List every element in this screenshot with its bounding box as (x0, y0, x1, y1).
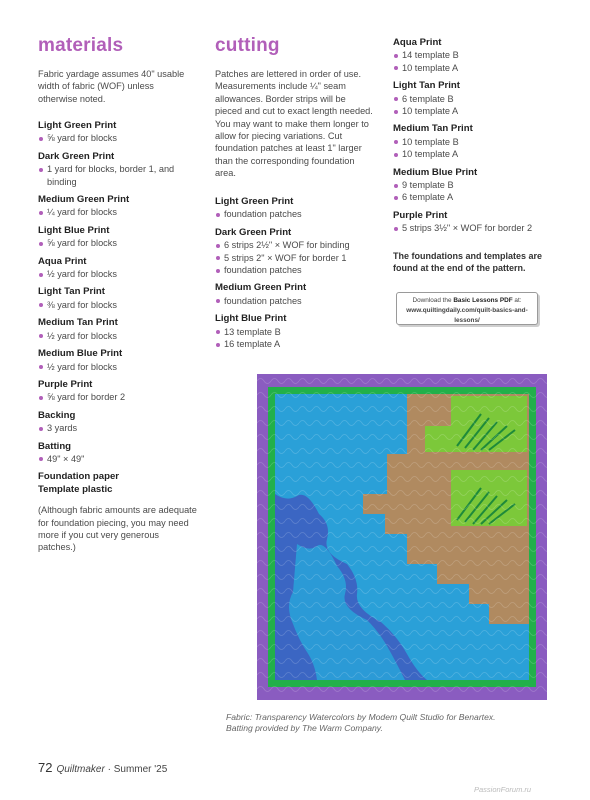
group-item: ⅝ yard for blocks (38, 237, 198, 249)
group-item: 1 yard for blocks, border 1, and binding (38, 163, 198, 188)
group-title: Aqua Print (38, 255, 87, 267)
group-title: Light Tan Print (38, 286, 105, 298)
page-number: 72 (38, 760, 53, 775)
material-group (215, 227, 385, 277)
group-item: ½ yard for blocks (38, 361, 198, 373)
material-group (393, 123, 563, 160)
group-title: Medium Tan Print (393, 123, 473, 135)
group-title: Light Green Print (215, 196, 294, 207)
group-title: Light Green Print (38, 120, 117, 131)
group-item: 14 template B (393, 49, 563, 61)
group-item: 13 template B (215, 326, 385, 338)
group-title: Light Blue Print (215, 313, 287, 325)
group-item: ½ yard for blocks (38, 268, 198, 280)
group-title: Medium Green Print (38, 194, 130, 206)
group-item: foundation patches (215, 208, 385, 220)
group-title: Dark Green Print (38, 150, 115, 162)
materials-extra1: Foundation paper (38, 471, 120, 483)
page-footer (38, 760, 167, 775)
group-item: 16 template A (215, 338, 385, 350)
group-title: Purple Print (38, 378, 93, 390)
watermark: PassionForum.ru (474, 785, 532, 794)
material-group (38, 379, 198, 404)
group-title: Medium Blue Print (393, 166, 478, 178)
material-group (38, 441, 198, 466)
group-title: Dark Green Print (215, 226, 292, 238)
material-group (38, 194, 198, 219)
material-group (38, 151, 198, 188)
materials-list (38, 120, 198, 554)
group-item: foundation patches (215, 264, 385, 276)
materials-heading: materials (38, 35, 124, 56)
materials-extra2: Template plastic (38, 483, 113, 495)
group-item: 5 strips 3½" × WOF for border 2 (393, 222, 563, 234)
material-group (38, 120, 198, 145)
material-group (38, 348, 198, 373)
material-group (393, 37, 563, 74)
group-title: Aqua Print (393, 37, 442, 48)
group-item: 10 template B (393, 136, 563, 148)
group-title: Medium Tan Print (38, 317, 118, 329)
group-item: ⅝ yard for blocks (38, 132, 198, 144)
foundations-note: The foundations and templates are found at the end of the pattern. (393, 251, 543, 273)
group-item: 10 template A (393, 62, 563, 74)
material-group (215, 282, 385, 307)
group-item: ¼ yard for blocks (38, 206, 198, 218)
group-item: 10 template A (393, 148, 563, 160)
material-group (38, 286, 198, 311)
download-url[interactable]: www.quiltingdaily.com/quilt-basics-and-lessons/ (406, 307, 528, 324)
issue-label: · Summer '25 (104, 764, 168, 775)
group-item: ⅜ yard for blocks (38, 299, 198, 311)
group-title: Purple Print (393, 209, 448, 221)
material-group (393, 167, 563, 204)
group-item: ½ yard for blocks (38, 330, 198, 342)
material-group (38, 225, 198, 250)
cutting-list (215, 196, 385, 356)
group-title: Medium Green Print (215, 282, 307, 294)
quilt-photo (257, 374, 547, 700)
quilting-texture (257, 374, 547, 700)
magazine-name: Quiltmaker (56, 764, 105, 775)
download-text: Download the Basic Lessons PDF at: (412, 297, 522, 304)
group-title: Light Blue Print (38, 224, 110, 236)
cutting-list-continued (393, 37, 563, 241)
group-item: ⅝ yard for border 2 (38, 391, 198, 403)
caption-line-1: Fabric: Transparency Watercolors by Modem Quilt Studio for Benartex. (226, 712, 496, 722)
group-item: 9 template B (393, 179, 563, 191)
photo-caption (226, 712, 566, 734)
group-item: 5 strips 2" × WOF for border 1 (215, 252, 385, 264)
group-title: Light Tan Print (393, 80, 460, 92)
material-group (393, 80, 563, 117)
material-group (393, 210, 563, 235)
group-item: 3 yards (38, 422, 198, 434)
group-title: Backing (38, 409, 76, 421)
cutting-intro: Patches are lettered in order of use. Measurements include ¼" seam allowances. Border strips will be pieced and cut to exact length needed. You may want to make them longer to allow for piecing variations. Cut foundation patches at least 1" larger than the corresponding foundation area. (215, 69, 373, 179)
material-group (215, 313, 385, 350)
group-title: Batting (38, 440, 72, 452)
download-box (396, 292, 538, 325)
group-item: 6 template A (393, 191, 563, 203)
material-group (38, 317, 198, 342)
group-item: 6 template B (393, 93, 563, 105)
material-group (38, 410, 198, 435)
group-item: foundation patches (215, 295, 385, 307)
group-item: 10 template A (393, 105, 563, 117)
materials-note: (Although fabric amounts are adequate for foundation piecing, you may need more if you cut very generous patches.) (38, 505, 197, 553)
group-item: 49" × 49" (38, 453, 198, 465)
cutting-heading: cutting (215, 35, 280, 56)
group-item: 6 strips 2½" × WOF for binding (215, 239, 385, 251)
materials-intro: Fabric yardage assumes 40" usable width of fabric (WOF) unless otherwise noted. (38, 69, 185, 104)
material-group (38, 256, 198, 281)
caption-line-2: Batting provided by The Warm Company. (226, 723, 383, 733)
group-title: Medium Blue Print (38, 348, 123, 360)
material-group (215, 196, 385, 221)
download-bold: Basic Lessons PDF (453, 297, 513, 304)
